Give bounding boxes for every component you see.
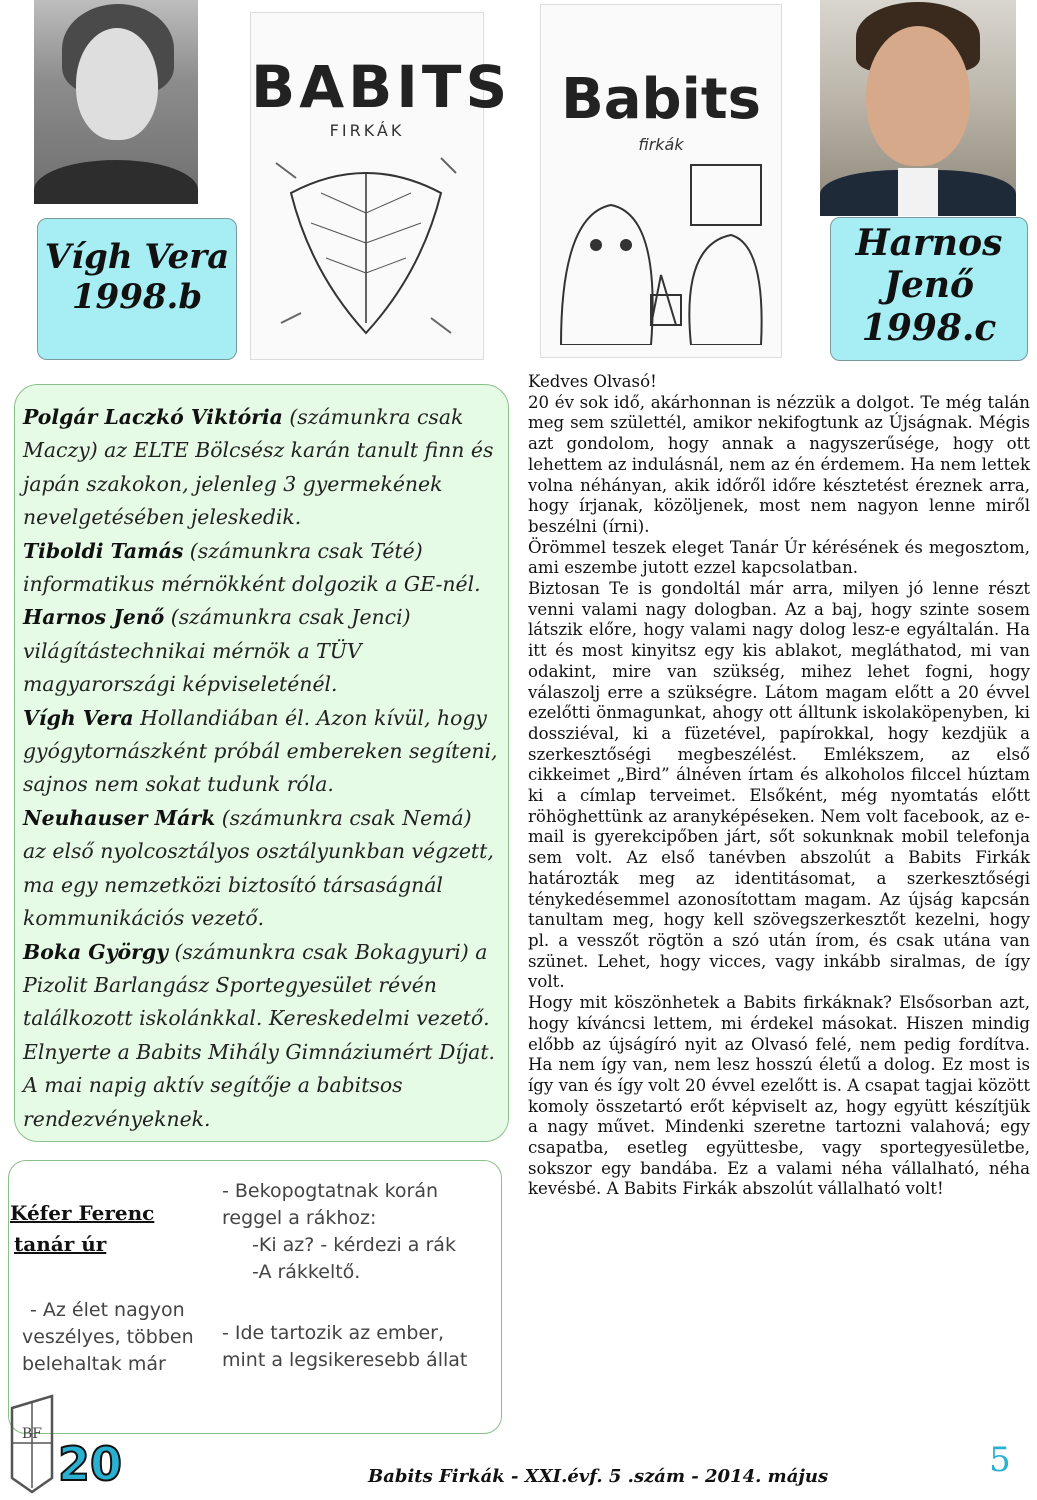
anniversary-number: 20	[57, 1437, 122, 1491]
quote-line: - Bekopogtatnak korán	[222, 1180, 439, 1202]
quote-line: belehaltak már	[22, 1353, 166, 1375]
bio-name: Harnos Jenő	[23, 605, 165, 630]
quotes-title	[10, 1198, 180, 1260]
quote-line: - Az élet nagyon	[30, 1299, 185, 1321]
quotes-title-line: Kéfer Ferenc	[10, 1201, 155, 1225]
label-line: 1998.c	[861, 306, 997, 349]
bio-entry	[23, 702, 500, 802]
cover-image-christmas-issue	[540, 4, 782, 358]
name-label-vigh-vera	[37, 218, 237, 360]
quote-rakkelto	[222, 1178, 490, 1286]
bio-entry	[23, 601, 500, 701]
bio-entry	[23, 535, 500, 602]
bio-name: Polgár Laczkó Viktória	[23, 405, 283, 429]
cover-logo-text: Babits	[561, 67, 761, 132]
cover-subtitle: FIRKÁK	[329, 121, 405, 140]
label-line: Harnos	[855, 222, 1003, 264]
bio-entry	[23, 936, 500, 1136]
bio-name: Tiboldi Tamás	[23, 538, 184, 563]
quote-elet	[22, 1297, 218, 1378]
quote-line: - Ide tartozik az ember,	[222, 1322, 445, 1344]
quote-line: veszélyes, többen	[22, 1326, 194, 1348]
label-line: 1998.b	[71, 277, 203, 318]
bio-text: Hollandiában él. Azon kívül, hogy gyógytornászként próbál embereken segíteni, sajnos nem sokat tudunk róla.	[23, 705, 498, 797]
page-number: 5	[989, 1440, 1011, 1480]
bio-name: Boka György	[23, 939, 168, 964]
school-crest-icon	[2, 1388, 122, 1496]
quote-ember	[222, 1320, 490, 1374]
letter-greeting: Kedves Olvasó!	[528, 372, 657, 391]
letter-paragraph: 20 év sok idő, akárhonnan is nézzük a dolgot. Te még talán meg sem születtél, amikor nekifogtunk az Újságnak. Mégis azt gondolom, hogy annak a nagyszerűsége, hogy ott lehettem az indulásnál, nem az én érdemem. Ha nem lettek volna néhányan, akik időről időre késztetést éreznek arra, hogy írjanak, közöljenek, most nem nagyon lenne miről beszélni (írni).	[528, 392, 1030, 536]
bio-text: (számunkra csak Maczy) az ELTE Bölcsész karán tanult finn és japán szakokon, jelenleg 3 gyermekének nevelgetésében jeleskedik.	[23, 405, 494, 530]
quote-line: -Ki az? - kérdezi a rák	[252, 1234, 456, 1256]
bio-name: Vígh Vera	[23, 705, 134, 730]
footer-issue-info: Babits Firkák - XXI.évf. 5 .szám - 2014. május	[368, 1466, 829, 1487]
letter-paragraph: Hogy mit köszönhetek a Babits firkáknak? Elsősorban azt, hogy kíváncsi lettem, mi érdekel másokat. Hiszen mindig előbb az újságíró nyit az Olvasó felé, nem pedig fordítva. Ha nem így van, nem lesz hosszú életű a dolog. Ez most is így van és így volt 20 évvel ezelőtt is. A csapat tagjai között komoly összetartó erőt képviselt az, hogy együtt készítjük a nagy művet. Mindenki szeretne tartozni valahová; egy csapatba, esetleg együttesbe, vagy sportegyesületbe, sokszor egy bandába. Ez a valami néha vállalható, néha kevésbé. A Babits Firkák abszolút vállalható volt!	[528, 993, 1030, 1199]
bio-text: (számunkra csak Tété) informatikus mérnökként dolgozik a GE-nél.	[23, 538, 481, 597]
quotes-title-line: tanár úr	[14, 1232, 107, 1256]
bio-text: (számunkra csak Jenci) világítástechnikai mérnök a TÜV magyarországi képviseleténél.	[23, 605, 411, 697]
leaf-sketch-icon	[271, 153, 461, 343]
label-line: Vígh Vera	[44, 237, 230, 277]
name-label-harnos-jeno	[830, 217, 1028, 361]
quote-line: -A rákkeltő.	[252, 1261, 361, 1283]
bio-name: Neuhauser Márk	[23, 805, 216, 830]
quote-line: reggel a rákhoz:	[222, 1207, 377, 1229]
label-line: Jenő	[883, 264, 975, 307]
cover-logo-text: BABITS	[251, 53, 512, 121]
cover-image-first-issue	[250, 12, 512, 360]
bio-entry	[23, 802, 500, 936]
quote-line: mint a legsikeresebb állat	[222, 1349, 468, 1371]
bios-panel	[14, 384, 509, 1142]
letter-paragraph: Biztosan Te is gondoltál már arra, milyen jó lenne részt venni valami nagy dologban. Az a baj, hogy szinte sosem látszik előre, hogy valami nagy dolog lesz-e egyáltalán. Ha itt és most kinyitsz egy kis ablakot, megláthatod, mi van odakint, mire van szükség, mihez lehet fogni, hogy válaszolj erre a szükségre. Látom magam előtt a 20 évvel ezelőtti önmagunkat, ahogy ott álltunk iskolaköpenyben, ki dossziéval, ki a füzetével, papírokkal, hogy kezdjük a szerkesztőségi megbeszélést. Emlékszem, az első cikkeimet „Bird” álnéven írtam és alkoholos filccel húztam ki a címlap terveimet. Elsőként, még nyomtatás előtt röhöghettünk az aranyképéseken. Nem volt facebook, az e-mail is gyerekcipőben járt, sőt sokunknak mobil telefonja sem volt. Az első tanévben abszolút a Babits Firkák határozták meg az identitásomat, a szerkesztőségi ténykedésemmel azonosítottam magam. Az újság kapcsán tanultam meg, hogy kell szövegszerkesztőt kezelni, hogy pl. a vesszőt rögtön a szó után írom, és csak utána van szünet. Lehet, hogy vicces, vagy inkább siralmas, de így volt.	[528, 579, 1030, 992]
cartoon-sketch-icon	[551, 155, 771, 345]
letter-paragraph: Örömmel teszek eleget Tanár Úr kérésének és megosztom, ami eszembe jutott ezzel kapcsolatban.	[528, 537, 1030, 578]
photo-vigh-vera	[34, 0, 198, 204]
cover-subtitle: firkák	[638, 135, 684, 154]
letter-column	[528, 372, 1030, 1200]
bio-entry	[23, 401, 500, 535]
photo-harnos-jeno	[820, 0, 1016, 216]
bio-text: (számunkra csak Bokagyuri) a Pizolit Barlangász Sportegyesület révén találkozott iskolánkkal. Kereskedelmi vezető. Elnyerte a Babits Mihály Gimnáziumért Díjat. A mai napig aktív segítője a babitsos rendezvényeknek.	[23, 939, 496, 1131]
crest-letters: BF	[21, 1426, 43, 1442]
bio-text: (számunkra csak Nemá) az első nyolcosztályos osztályunkban végzett, ma egy nemzetközi biztosító társaságnál kommunikációs vezető.	[23, 805, 494, 931]
